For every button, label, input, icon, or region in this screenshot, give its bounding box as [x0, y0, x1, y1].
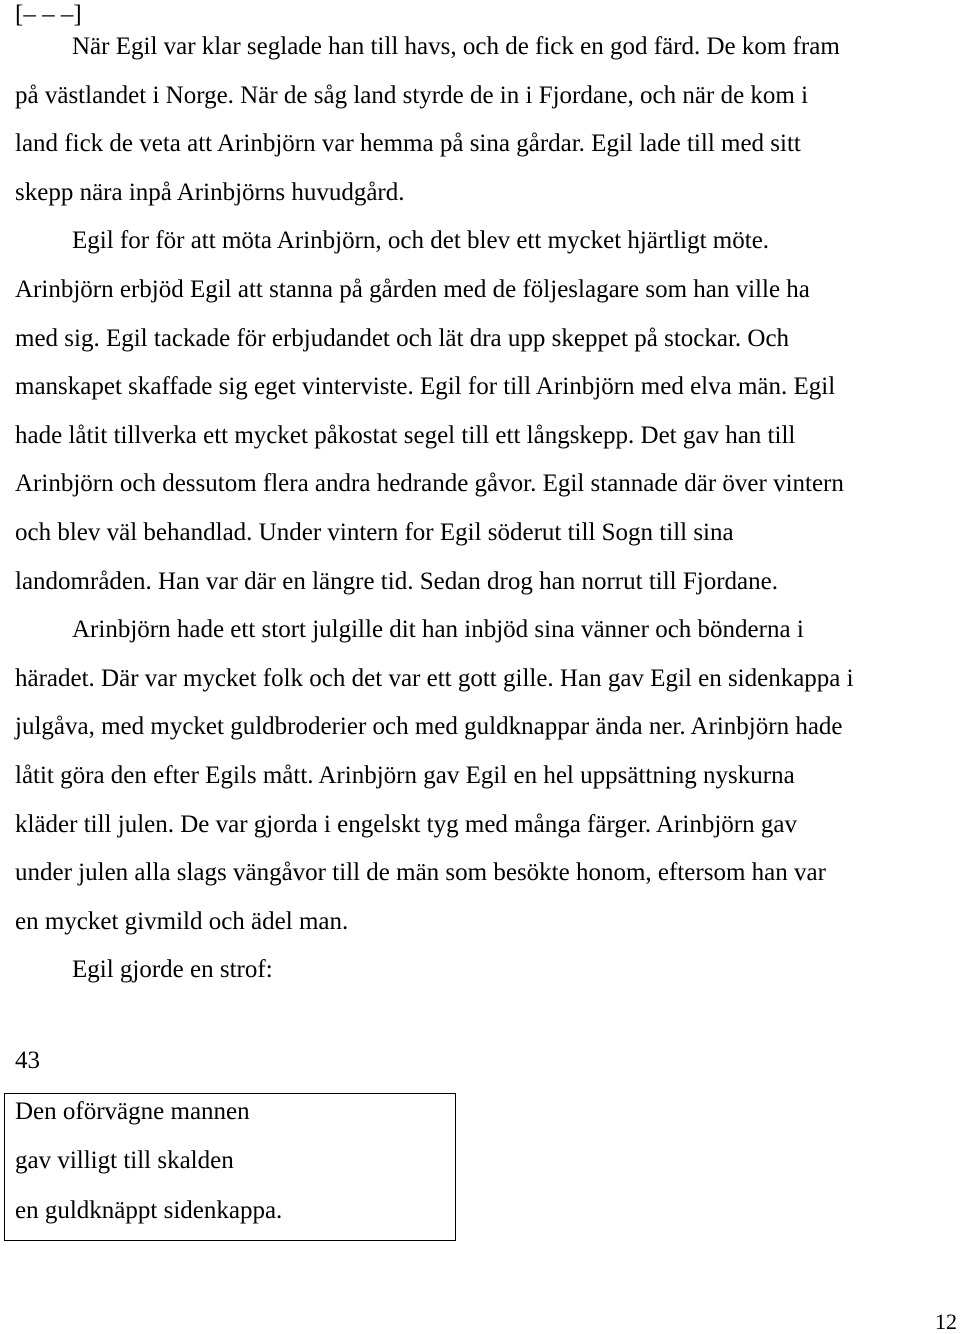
text-line: Egil gjorde en strof: [72, 956, 273, 984]
paragraph-arrival [15, 23, 959, 217]
text-line: landområden. Han var där en längre tid. Sedan drog han norrut till Fjordane. [15, 567, 778, 595]
text-line: manskapet skaffade sig eget vinterviste. Egil for till Arinbjörn med elva män. Egil [15, 373, 836, 401]
page-number: 12 [935, 1309, 957, 1334]
text-line: hade låtit tillverka ett mycket påkostat segel till ett långskepp. Det gav han till [15, 421, 796, 449]
text-line: Arinbjörn och dessutom flera andra hedrande gåvor. Egil stannade där över vintern [15, 470, 844, 498]
text-line: kläder till julen. De var gjorda i engelskt tyg med många färger. Arinbjörn gav [15, 810, 797, 838]
stanza-line: Den oförvägne mannen [15, 1098, 250, 1125]
text-line: Egil for för att möta Arinbjörn, och det blev ett mycket hjärtligt möte. [72, 227, 770, 255]
paragraph-meeting [15, 217, 959, 606]
body-text [15, 23, 959, 995]
text-line: julgåva, med mycket guldbroderier och med guldknappar ända ner. Arinbjörn hade [15, 713, 843, 741]
paragraph-stanza-intro [15, 946, 959, 995]
text-line: låtit göra den efter Egils mått. Arinbjörn gav Egil en hel uppsättning nyskurna [15, 761, 795, 789]
omission-bracket: [– – –] [15, 1, 82, 28]
text-line: en mycket givmild och ädel man. [15, 907, 349, 935]
text-line: Arinbjörn erbjöd Egil att stanna på gården med de följeslagare som han ville ha [15, 275, 810, 303]
stanza-line: en guldknäppt sidenkappa. [15, 1197, 283, 1224]
text-line: När Egil var klar seglade han till havs, och de fick en god färd. De kom fram [72, 33, 840, 60]
text-line: på västlandet i Norge. När de såg land styrde de in i Fjordane, och när de kom i [15, 81, 809, 109]
text-line: Arinbjörn hade ett stort julgille dit han inbjöd sina vänner och bönderna i [72, 616, 804, 644]
text-line: skepp nära inpå Arinbjörns huvudgård. [15, 178, 405, 206]
text-line: land fick de veta att Arinbjörn var hemma på sina gårdar. Egil lade till med sitt [15, 130, 801, 158]
stanza-line: gav villigt till skalden [15, 1147, 234, 1174]
verse-number: 43 [15, 1047, 40, 1074]
text-line: med sig. Egil tackade för erbjudandet och lät dra upp skeppet på stockar. Och [15, 324, 790, 352]
text-line: och blev väl behandlad. Under vintern for Egil söderut till Sogn till sina [15, 518, 734, 546]
stanza-box [4, 1093, 456, 1241]
paragraph-yule-feast [15, 606, 959, 946]
text-line: häradet. Där var mycket folk och det var ett gott gille. Han gav Egil en sidenkappa i [15, 664, 854, 692]
text-line: under julen alla slags vängåvor till de män som besökte honom, eftersom han var [15, 859, 826, 887]
